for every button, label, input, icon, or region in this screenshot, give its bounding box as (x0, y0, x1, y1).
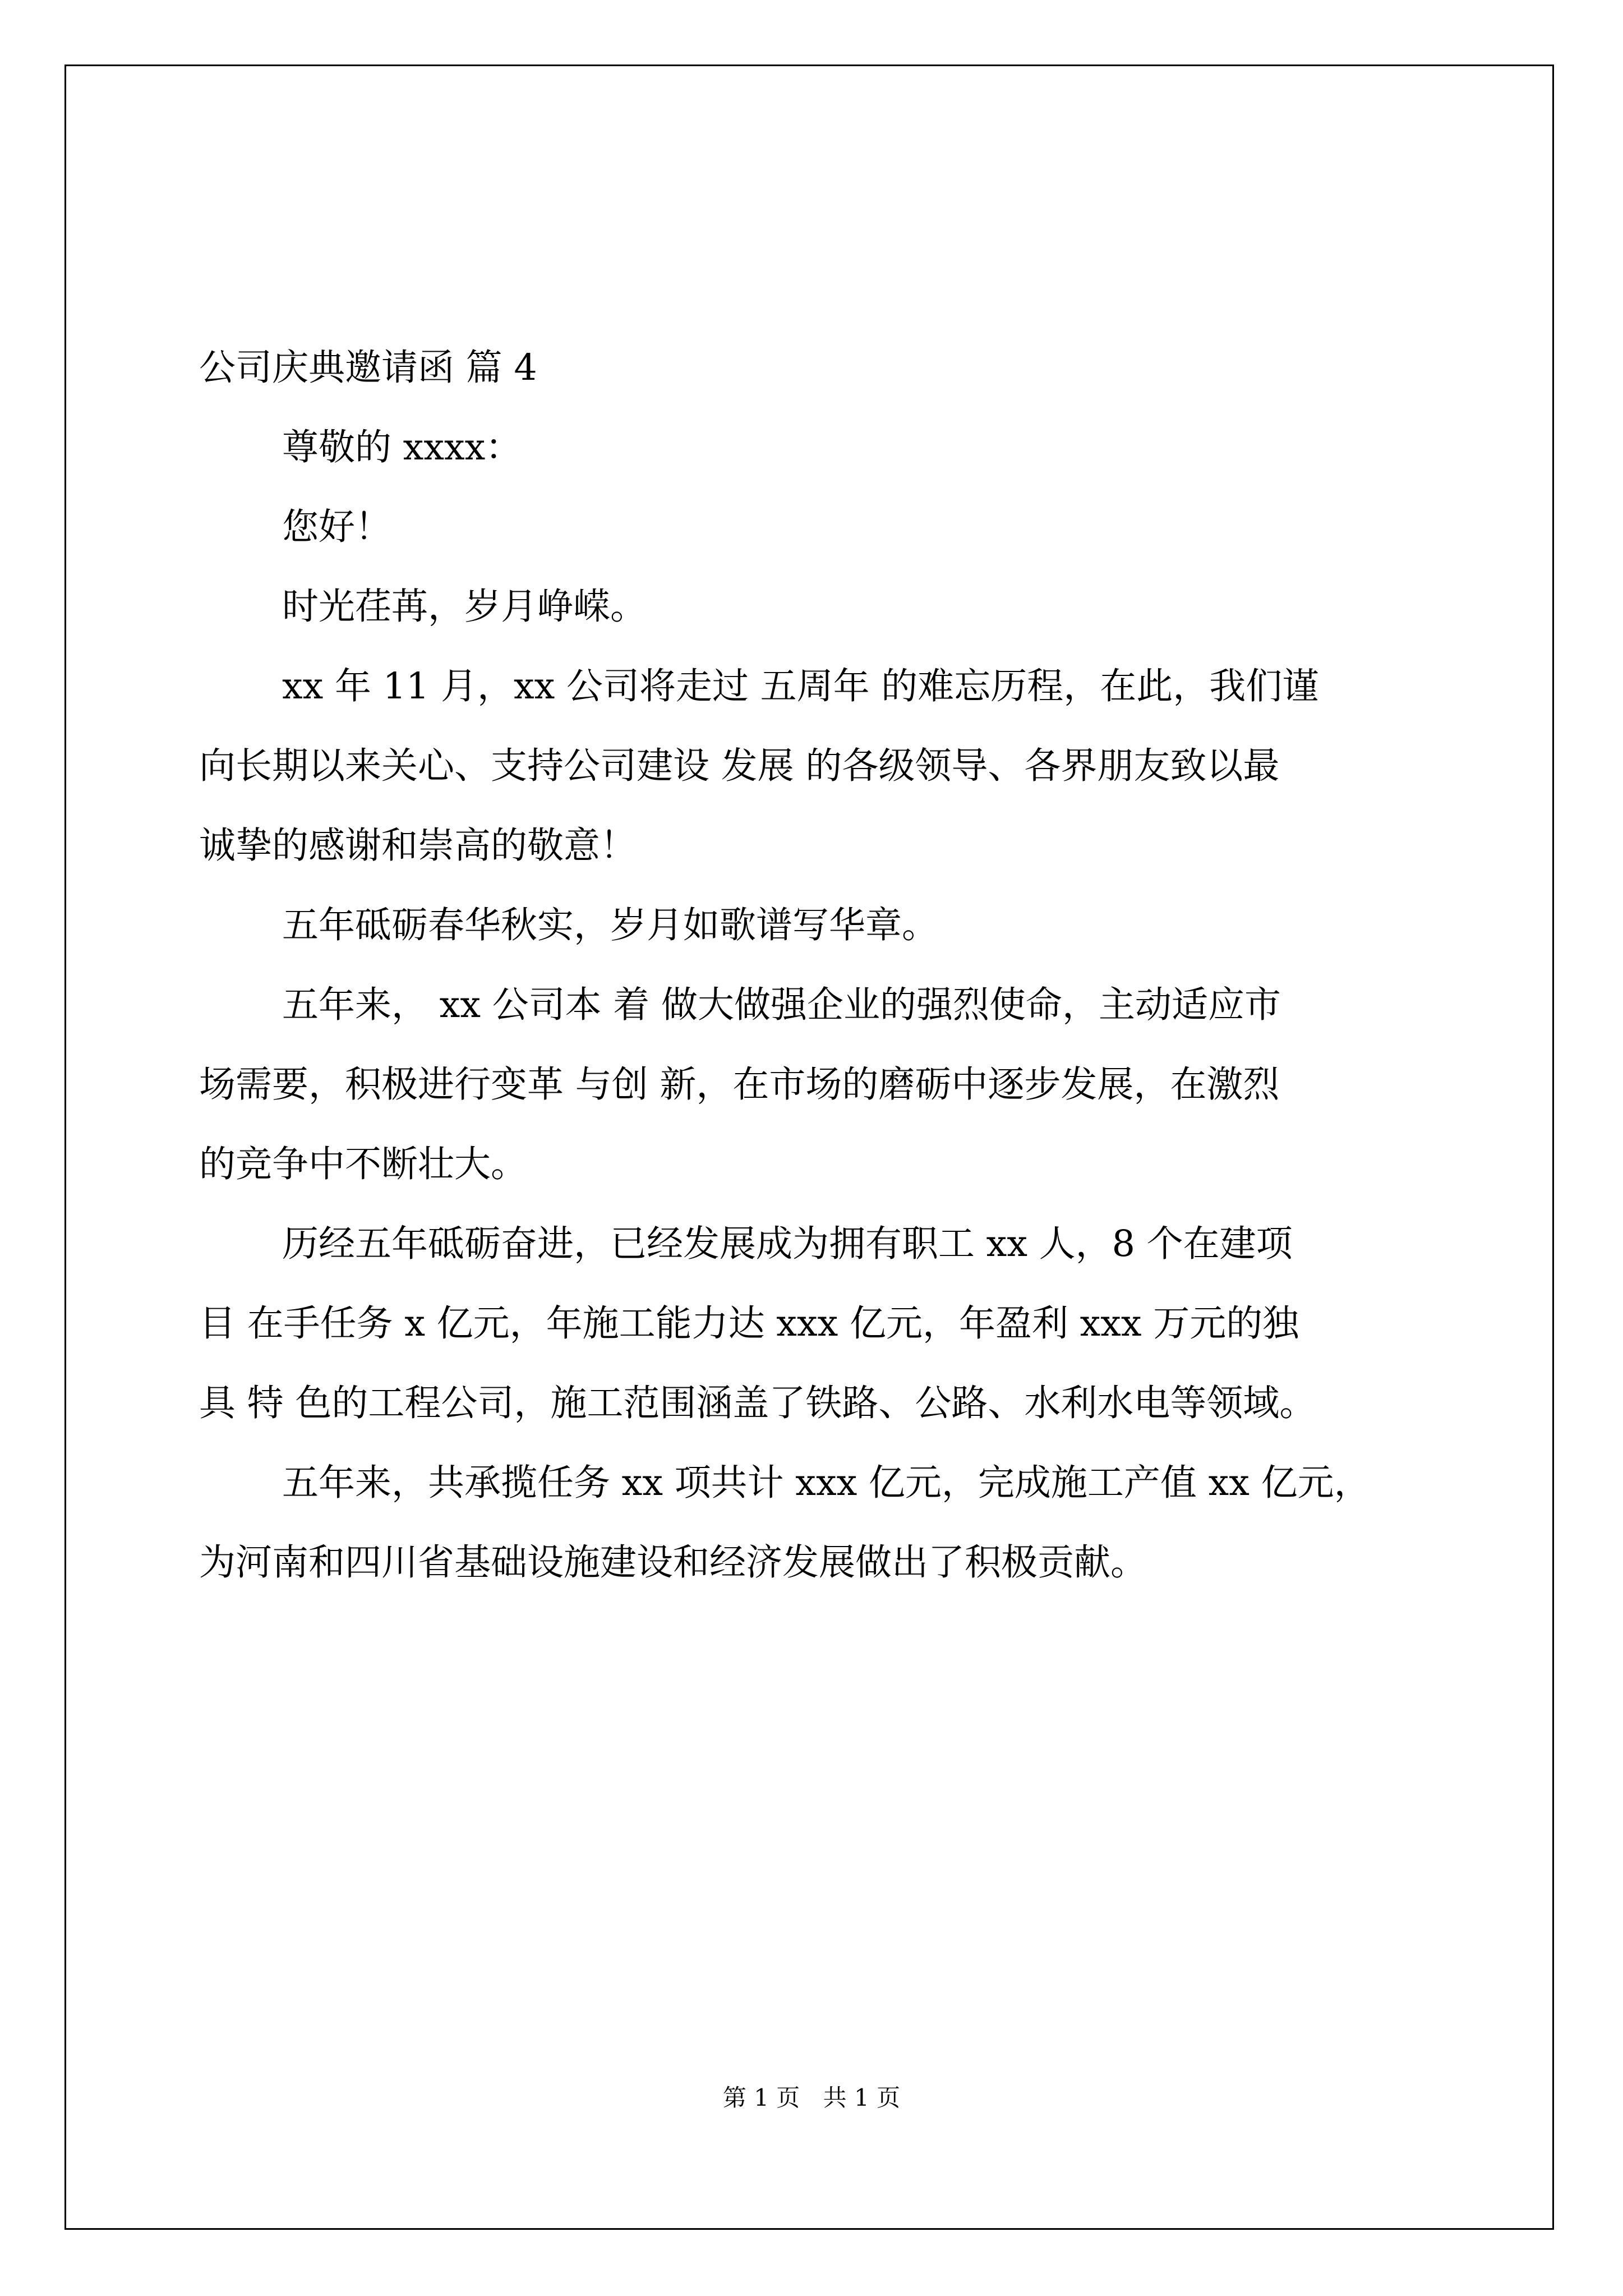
paragraph-line: 目 在手任务 x 亿元，年施工能力达 xxx 亿元，年盈利 xxx 万元的独 (199, 1303, 1299, 1345)
paragraph-line: 具 特 色的工程公司，施工范围涵盖了铁路、公路、水利水电等领域。 (199, 1382, 1316, 1424)
page-number: 第 1 页 (722, 2084, 800, 2111)
paragraph-line: 诚挚的感谢和崇高的敬意！ (199, 825, 637, 867)
page-total: 共 1 页 (823, 2084, 901, 2111)
paragraph-first-line: 五年砥砺春华秋实，岁月如歌谱写华章。 (282, 904, 939, 946)
page-footer (0, 2081, 1623, 2115)
paragraph-first-line: xx 年 11 月，xx 公司将走过 五周年 的难忘历程，在此，我们谨 (282, 665, 1319, 707)
paragraph-first-line: 时光荏苒，岁月峥嵘。 (282, 586, 647, 628)
paragraph-first-line: 五年来，共承揽任务 xx 项共计 xxx 亿元，完成施工产值 xx 亿元， (282, 1462, 1371, 1504)
greeting: 您好！ (282, 506, 392, 548)
paragraph-first-line: 五年来， xx 公司本 着 做大做强企业的强烈使命，主动适应市 (282, 984, 1281, 1026)
salutation: 尊敬的 xxxx： (282, 426, 522, 468)
paragraph-line: 为河南和四川省基础设施建设和经济发展做出了积极贡献。 (199, 1542, 1147, 1584)
paragraph-first-line: 历经五年砥砺奋进，已经发展成为拥有职工 xx 人，8 个在建项 (282, 1223, 1293, 1265)
document-title: 公司庆典邀请函 篇 4 (199, 347, 537, 389)
paragraph-line: 的竞争中不断壮大。 (199, 1143, 528, 1185)
document-body (199, 328, 1427, 1603)
paragraph-line: 场需要，积极进行变革 与创 新，在市场的磨砺中逐步发展，在激烈 (199, 1064, 1280, 1106)
paragraph-line: 向长期以来关心、支持公司建设 发展 的各级领导、各界朋友致以最 (199, 745, 1280, 787)
